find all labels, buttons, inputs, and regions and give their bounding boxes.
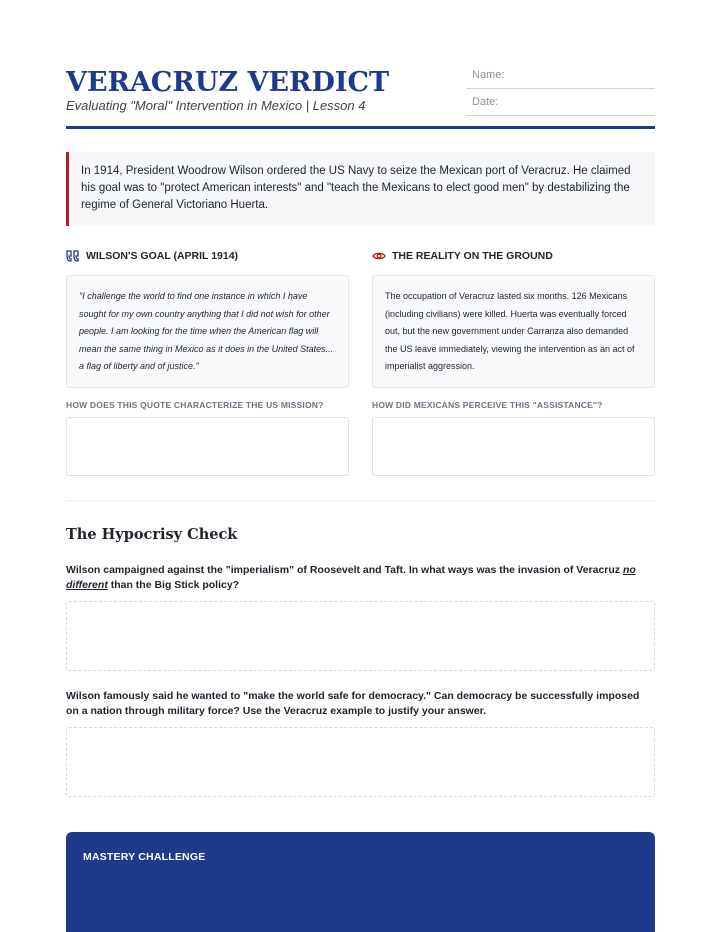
- perception-answer-box[interactable]: [372, 417, 655, 476]
- date-label: Date:: [472, 96, 499, 108]
- q1-text-after: than the Big Stick policy?: [107, 578, 240, 591]
- name-field[interactable]: [466, 69, 655, 89]
- wilson-quote: "I challenge the world to find one instance in which I have sought for my own country anything that I did not wish for other people. I am looking for the time when the American flag will mean the same thing in Mexico as it does in the United States... a flag of liberty and of justice.": [79, 291, 334, 372]
- quote-icon: [66, 249, 80, 263]
- q1-emphasis: no different: [66, 564, 636, 591]
- wilson-goal-heading: [66, 249, 238, 263]
- wilson-goal-heading-text: WILSON'S GOAL (APRIL 1914): [86, 250, 239, 262]
- hypocrisy-check-title: The Hypocrisy Check: [66, 526, 238, 543]
- mastery-challenge-label: MASTERY CHALLENGE: [83, 851, 206, 863]
- mastery-challenge-panel: [66, 832, 655, 932]
- hypocrisy-question-2: Wilson famously said he wanted to "make the world safe for democracy." Can democracy be successfully imposed on a nation through military force? Use the Veracruz example to justify your answer.: [66, 690, 640, 717]
- name-label: Name:: [472, 69, 505, 81]
- reality-text: The occupation of Veracruz lasted six months. 126 Mexicans (including civilians) were killed. Huerta was eventually forced out, but the new government under Carranza also demanded the US leave immediately, viewing the intervention as an act of imperialist aggression.: [385, 291, 635, 372]
- reality-heading-text: THE REALITY ON THE GROUND: [392, 250, 553, 262]
- hypocrisy-answer-box-1[interactable]: [66, 601, 655, 671]
- q1-text-before: Wilson campaigned against the "imperialism" of Roosevelt and Taft. In what ways was the invasion of Veracruz: [66, 564, 623, 576]
- intro-text: In 1914, President Woodrow Wilson ordered the US Navy to seize the Mexican port of Veracruz. He claimed his goal was to "protect American interests" and "teach the Mexicans to elect good men" by destabilizing the regime of General Victoriano Huerta.: [81, 165, 631, 211]
- hypocrisy-answer-box-2[interactable]: [66, 727, 655, 797]
- reality-heading: [372, 249, 553, 263]
- header-rule: [66, 126, 655, 129]
- intro-callout: [66, 152, 655, 226]
- eye-icon: [372, 249, 386, 263]
- worksheet-subtitle: Evaluating "Moral" Intervention in Mexico | Lesson 4: [66, 98, 366, 113]
- hypocrisy-question-1: [66, 563, 655, 592]
- quote-question-label: HOW DOES THIS QUOTE CHARACTERIZE THE US MISSION?: [66, 400, 324, 410]
- perception-question-label: HOW DID MEXICANS PERCEIVE THIS "ASSISTANCE"?: [372, 400, 603, 410]
- worksheet-title: VERACRUZ VERDICT: [66, 67, 390, 98]
- wilson-quote-card: [66, 275, 349, 388]
- section-divider: [66, 500, 655, 501]
- reality-card: [372, 275, 655, 388]
- date-field[interactable]: [466, 96, 655, 116]
- quote-answer-box[interactable]: [66, 417, 349, 476]
